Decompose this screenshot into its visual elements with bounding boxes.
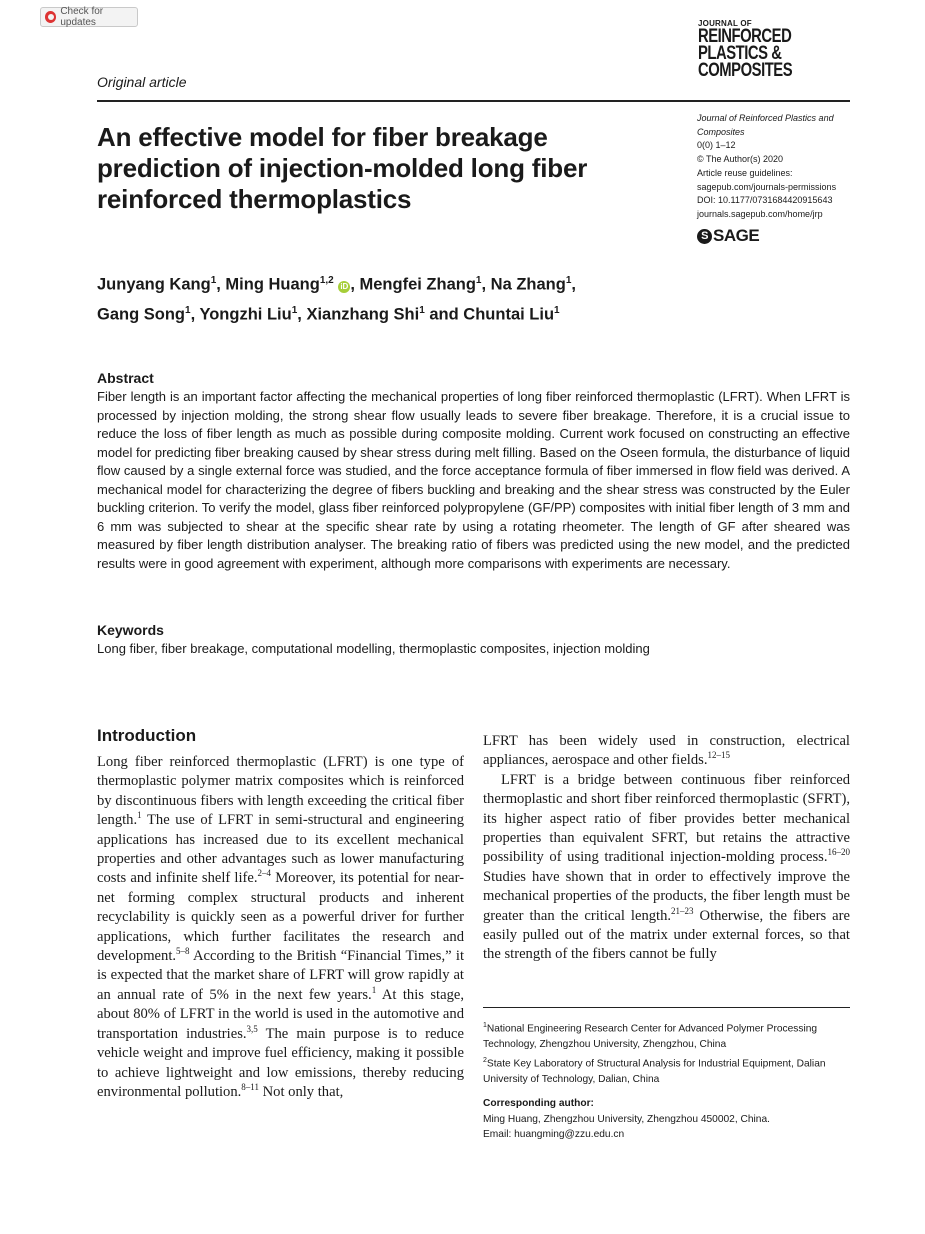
author-name[interactable]: Gang Song [97, 305, 185, 323]
abstract-text: Fiber length is an important factor affecting the mechanical properties of long fiber reinforced thermoplastic (LFRT). When LFRT is processed by injection molding, the strong shear flow usually leads to severe fiber breakage. Therefore, it is a crucial issue to reduce the loss of fiber length as much as possible during composite molding. Current work focused on constructing an effective model for predicting fiber breaking caused by shear stress during melt filling. Based on the Oseen formula, the disturbance of liquid flow caused by a single external force was studied, and the force acceptance formula of fiber immersed in flow field was derived. A mechanical model for characterizing the degree of fibers buckling and breaking and the shear stress was constructed by the Euler buckling criterion. To verify the model, glass fiber reinforced polypropylene (GF/PP) composites with initial fiber length of 3 mm and 6 mm was subjected to shear at the specific shear rate by using a rotating rheometer. The length of GF after sheared was measured by fiber length distribution analyser. The breaking ratio of fibers was predicted using the new model, and the predicted results were in good agreement with experiment, although more comparisons with experiments are necessary. [97, 389, 850, 571]
check-for-updates-label: Check for updates [60, 6, 104, 28]
body-text: Moreover, its potential for near-net forming complex structural products and inherent recyclability is quickly seen as a powerful driver for further applications, which further facilitates the research and development. [97, 870, 464, 965]
journal-name-line2: Composites [697, 126, 745, 137]
corresponding-author-email[interactable]: Email: huangming@zzu.edu.cn [483, 1129, 625, 1141]
citation-ref[interactable]: 8–11 [241, 1082, 259, 1093]
body-paragraph [483, 732, 850, 771]
body-text: Not only that, [258, 1083, 344, 1100]
body-text: At this stage, about 80% of LFRT in the world is used in the automotive and transportation industries. [97, 986, 464, 1042]
body-paragraph [483, 771, 850, 965]
reuse-label: Article reuse guidelines: [697, 167, 793, 178]
citation-ref[interactable]: 21–23 [671, 905, 694, 916]
copyright: © The Author(s) 2020 [697, 154, 784, 165]
journal-home-link[interactable]: journals.sagepub.com/home/jrp [697, 208, 823, 219]
author-name[interactable]: Mengfei Zhang [359, 275, 476, 294]
citation-ref[interactable]: 16–20 [827, 847, 850, 858]
corresponding-author-heading: Corresponding author: [483, 1098, 594, 1110]
citation-ref[interactable]: 12–15 [707, 750, 730, 761]
journal-logo-small: JOURNAL OF [698, 19, 752, 28]
affiliation-1 [483, 1018, 853, 1053]
body-text: LFRT is a bridge between continuous fiber reinforced thermoplastic and short fiber reinforced thermoplastic (SFRT), its higher aspect ratio of fiber provides better mechanical properties than equivalent SFRT, but retains the attractive possibility of using traditional injection-molding process. [483, 771, 850, 866]
header-divider [97, 100, 850, 102]
citation-ref[interactable]: 1 [371, 985, 377, 996]
affiliation-sup: 1,2 [319, 275, 334, 286]
affiliation-text: State Key Laboratory of Structural Analysis for Industrial Equipment, Dalian University of Technology, Dalian, China [483, 1057, 826, 1085]
journal-logo [698, 20, 848, 79]
affiliation-sup: 1 [483, 1022, 487, 1029]
citation-ref[interactable]: 1 [137, 810, 142, 821]
body-text: Otherwise, the fibers are easily pulled out of the matrix under external forces, so that the strength of the fibers cannot be fully [483, 907, 850, 963]
keywords-text: Long fiber, fiber breakage, computational modelling, thermoplastic composites, injection molding [97, 641, 650, 656]
citation-ref[interactable]: 5–8 [176, 946, 190, 957]
body-text: Studies have shown that in order to effectively improve the mechanical properties of the products, the fiber length must be greater than the critical length. [483, 868, 850, 924]
affiliation-2 [483, 1053, 853, 1088]
affiliation-sup: 1 [291, 304, 298, 316]
author-name[interactable]: Chuntai Liu [463, 305, 555, 323]
author-name[interactable]: Ming Huang [225, 275, 320, 294]
affiliation-sup: 1 [419, 304, 425, 316]
citation-block [697, 112, 857, 222]
affiliation-sup: 1 [210, 275, 217, 286]
journal-logo-line2: PLASTICS & [698, 43, 782, 64]
body-column-right [483, 732, 850, 965]
doi-link[interactable]: DOI: 10.1177/0731684420915643 [697, 195, 833, 206]
affiliation-sup: 1 [565, 275, 572, 286]
body-text: According to the British “Financial Times,” it is expected that the market share of LFRT will grow rapidly at an annual rate of 5% in the next few years. [97, 948, 464, 1003]
publisher-logo [697, 226, 759, 246]
citation-ref[interactable]: 2–4 [257, 868, 272, 879]
author-name[interactable]: Xianzhang Shi [306, 305, 420, 323]
sage-mark-icon: S [697, 229, 712, 244]
author-list: Junyang Kang$^1$, Ming Huang$^{1,2}$ iD , Mengfei Zhang$^1$, Na Zhang$^1$, Gang Song$^1$, Yongzhi Liu$^1$, Xianzhang Shi$^1$ and Chuntai Liu$^1$ [97, 275, 576, 323]
journal-logo-line1: REINFORCED [698, 26, 792, 47]
author-name[interactable]: Na Zhang [490, 275, 566, 294]
affiliation-sup: 1 [185, 304, 191, 316]
affiliation-text: National Engineering Research Center for Advanced Polymer Processing Technology, Zhengzhou University, Zhengzhou, China [483, 1023, 818, 1050]
author-conjunction: and [429, 305, 459, 323]
publisher-name: SAGE [713, 226, 760, 245]
affiliation-sup: 1 [554, 304, 560, 316]
body-column-left [97, 753, 464, 1102]
reuse-link[interactable]: sagepub.com/journals-permissions [697, 181, 837, 192]
author-name[interactable]: Junyang Kang [97, 275, 211, 294]
orcid-icon[interactable]: iD [340, 281, 349, 291]
keywords-heading: Keywords [97, 622, 164, 638]
article-type: Original article [97, 74, 187, 90]
page-title: An effective model for fiber breakage prediction of injection-molded long fiber reinforced thermoplastics [97, 122, 588, 214]
body-text: Long fiber reinforced thermoplastic (LFRT) is one type of thermoplastic polymer matrix composites which is reinforced by discontinuous fibers with length exceeding the critical fiber length. [97, 754, 464, 829]
footnote-divider [483, 1007, 850, 1008]
journal-logo-line3: COMPOSITES [698, 60, 793, 81]
journal-name-line1: Journal of Reinforced Plastics and [697, 113, 834, 123]
body-text: LFRT has been widely used in construction, electrical appliances, aerospace and other fields. [483, 733, 850, 769]
update-badge-icon [45, 11, 56, 23]
introduction-heading: Introduction [97, 726, 197, 745]
body-text: The use of LFRT in semi-structural and engineering applications has increased due to its excellent mechanical properties and other advantages such as lower manufacturing costs and infinite shelf life. [97, 812, 464, 887]
body-text: The main purpose is to reduce vehicle weight and improve fuel efficiency, making it possible to achieve lightweight and low emissions, thereby reducing environmental pollution. [97, 1025, 464, 1100]
check-for-updates-button[interactable] [40, 7, 138, 27]
affiliation-sup: 2 [483, 1056, 487, 1064]
volume-pages: 0(0) 1–12 [697, 140, 736, 151]
footnotes [483, 1018, 853, 1143]
author-name[interactable]: Yongzhi Liu [199, 305, 292, 323]
abstract-heading: Abstract [97, 370, 154, 386]
affiliation-sup: 1 [475, 275, 482, 286]
citation-ref[interactable]: 3,5 [246, 1023, 258, 1034]
corresponding-author-address: Ming Huang, Zhengzhou University, Zhengzhou 450002, China. [483, 1113, 770, 1125]
